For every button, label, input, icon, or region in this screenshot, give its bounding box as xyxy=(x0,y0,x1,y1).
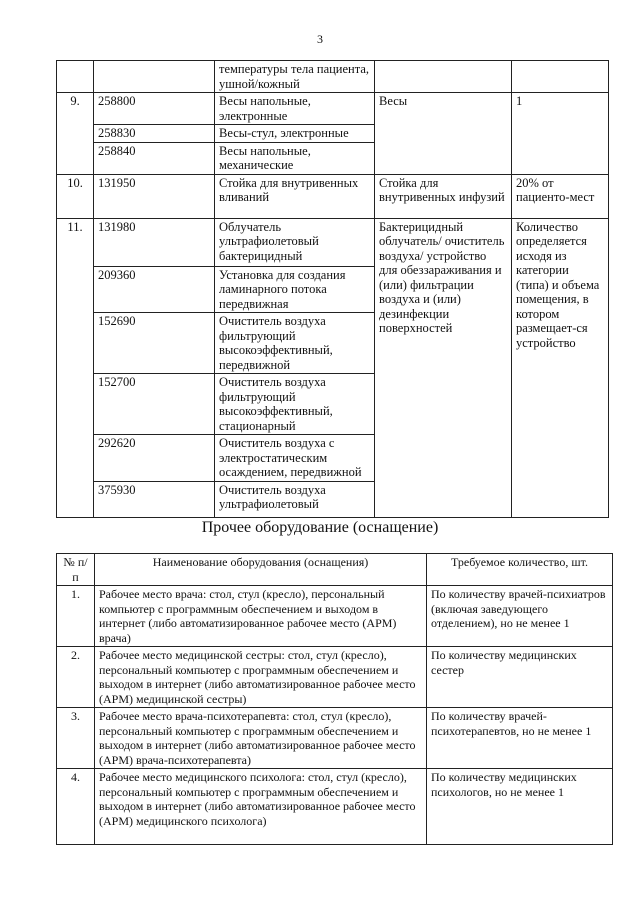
equipment-name-cell: Установка для создания ламинарного потока передвижная xyxy=(215,266,375,313)
quantity-cell: По количеству врачей-психиатров (включая заведующего отделением), но не менее 1 xyxy=(427,586,613,647)
quantity-cell: По количеству медицинских психологов, но не менее 1 xyxy=(427,769,613,845)
table-row xyxy=(57,586,613,647)
type-cell: Весы xyxy=(375,93,512,175)
code-cell: 375930 xyxy=(94,481,215,517)
quantity-cell: 1 xyxy=(512,93,609,175)
row-number-cell: 10. xyxy=(57,174,94,218)
table-row xyxy=(57,769,613,845)
section-title: Прочее оборудование (оснащение) xyxy=(201,519,439,536)
equipment-name-cell: Очиститель воздуха фильтрующий высокоэффективный, передвижной xyxy=(215,313,375,374)
quantity-cell: По количеству медицинских сестер xyxy=(427,647,613,708)
type-cell xyxy=(375,61,512,93)
header-quantity: Требуемое количество, шт. xyxy=(427,554,613,586)
row-number-cell: 4. xyxy=(57,769,95,845)
code-cell: 209360 xyxy=(94,266,215,313)
equipment-name-cell: Стойка для внутривенных вливаний xyxy=(215,174,375,218)
table-row xyxy=(57,647,613,708)
page-number: 3 xyxy=(317,32,323,46)
code-cell: 152690 xyxy=(94,313,215,374)
quantity-cell: Количество определяется исходя из категории (типа) и объема помещения, в котором размещает-ся устройство xyxy=(512,218,609,517)
equipment-name-cell: Очиститель воздуха с электростатическим осаждением, передвижной xyxy=(215,435,375,482)
equipment-name-cell: Рабочее место медицинской сестры: стол, стул (кресло), персональный компьютер с программным обеспечением и выходом в интернет (либо автоматизированное рабочее место (АРМ) медицинской сестры) xyxy=(95,647,427,708)
type-cell: Стойка для внутривенных инфузий xyxy=(375,174,512,218)
code-cell: 292620 xyxy=(94,435,215,482)
row-number-cell: 2. xyxy=(57,647,95,708)
equipment-name-cell: Весы напольные, механические xyxy=(215,142,375,174)
header-name: Наименование оборудования (оснащения) xyxy=(95,554,427,586)
equipment-name-cell: Рабочее место врача-психотерапевта: стол, стул (кресло), персональный компьютер с программным обеспечением и выходом в интернет (либо автоматизированное рабочее место (АРМ) врача-психотерапевта) xyxy=(95,708,427,769)
quantity-cell: По количеству врачей-психотерапевтов, но не менее 1 xyxy=(427,708,613,769)
equipment-name-cell: Очиститель воздуха фильтрующий высокоэффективный, стационарный xyxy=(215,374,375,435)
code-cell: 131980 xyxy=(94,218,215,266)
code-cell: 258830 xyxy=(94,125,215,143)
table-row xyxy=(57,61,609,93)
quantity-cell: 20% от пациенто-мест xyxy=(512,174,609,218)
code-cell: 131950 xyxy=(94,174,215,218)
equipment-table-continued xyxy=(56,60,609,518)
table-header-row xyxy=(57,554,613,586)
equipment-name-cell: температуры тела пациента, ушной/кожный xyxy=(215,61,375,93)
type-cell: Бактерицидный облучатель/ очиститель воздуха/ устройство для обеззараживания и (или) фильтрации воздуха и (или) дезинфекции поверхностей xyxy=(375,218,512,517)
row-number-cell: 9. xyxy=(57,93,94,175)
quantity-cell xyxy=(512,61,609,93)
code-cell: 152700 xyxy=(94,374,215,435)
code-cell: 258800 xyxy=(94,93,215,125)
equipment-name-cell: Очиститель воздуха ультрафиолетовый xyxy=(215,481,375,517)
equipment-name-cell: Весы-стул, электронные xyxy=(215,125,375,143)
code-cell: 258840 xyxy=(94,142,215,174)
equipment-name-cell: Рабочее место медицинского психолога: стол, стул (кресло), персональный компьютер с программным обеспечением и выходом в интернет (либо автоматизированное рабочее место (АРМ) медицинского психолога) xyxy=(95,769,427,845)
table-row xyxy=(57,218,609,266)
code-cell xyxy=(94,61,215,93)
table-row xyxy=(57,174,609,218)
equipment-name-cell: Весы напольные, электронные xyxy=(215,93,375,125)
row-number-cell: 1. xyxy=(57,586,95,647)
header-number: № п/п xyxy=(57,554,95,586)
row-number-cell: 11. xyxy=(57,218,94,517)
row-number-cell: 3. xyxy=(57,708,95,769)
equipment-name-cell: Рабочее место врача: стол, стул (кресло), персональный компьютер с программным обеспечением и выходом в интернет (либо автоматизированное рабочее место (АРМ) врача) xyxy=(95,586,427,647)
other-equipment-table xyxy=(56,553,613,845)
equipment-name-cell: Облучатель ультрафиолетовый бактерицидный xyxy=(215,218,375,266)
table-row xyxy=(57,93,609,125)
row-number-cell xyxy=(57,61,94,93)
table-row xyxy=(57,708,613,769)
